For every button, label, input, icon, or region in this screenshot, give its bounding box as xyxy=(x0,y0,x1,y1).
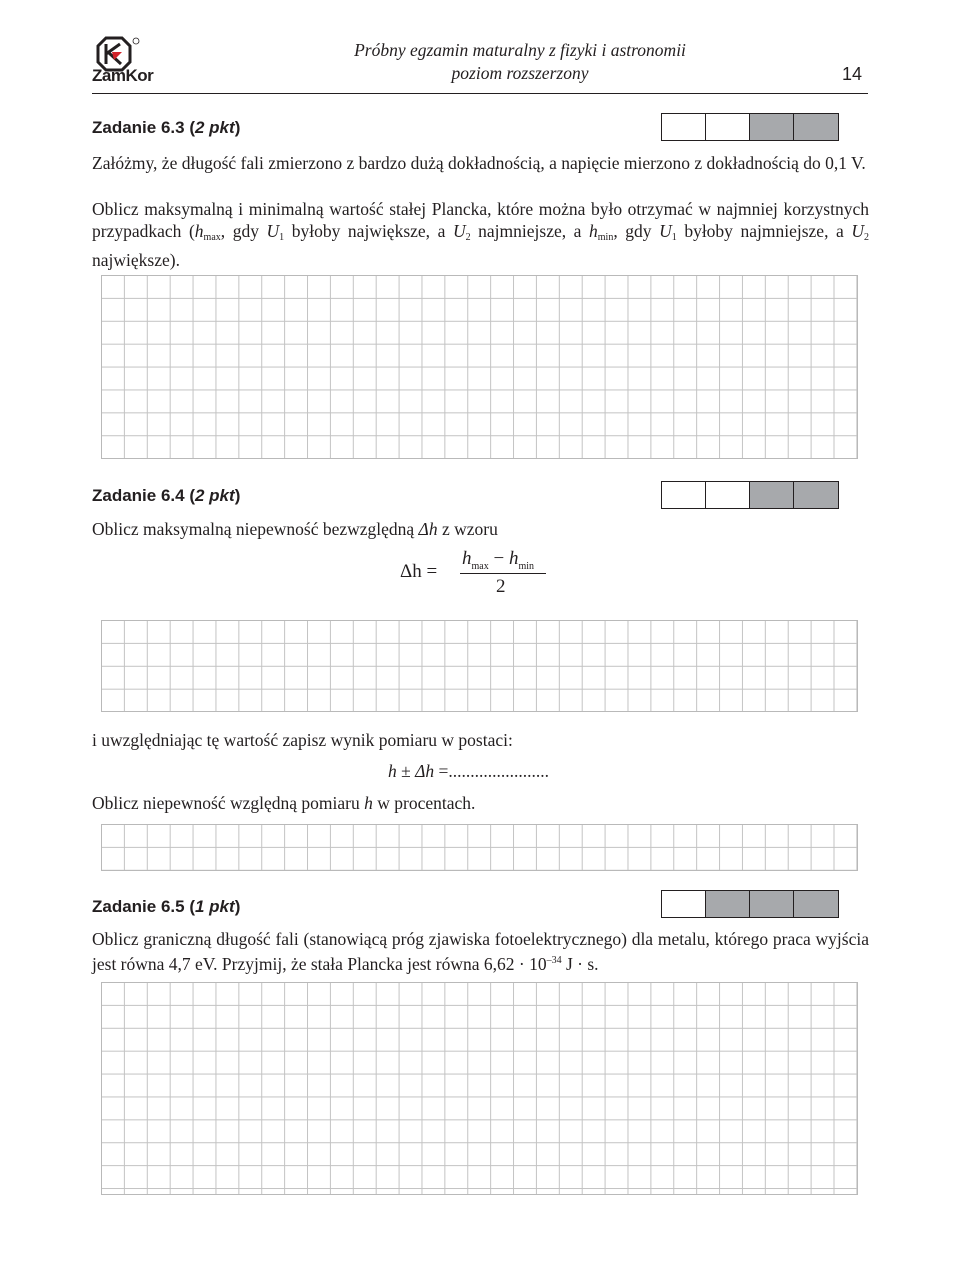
task-6-3-number: Zadanie 6.3 xyxy=(92,118,185,137)
task-6-4-result-instruction: i uwzględniając tę wartość zapisz wynik pomiaru w postaci: xyxy=(92,730,513,750)
score-cell xyxy=(794,482,838,508)
task-6-4-number: Zadanie 6.4 xyxy=(92,486,185,505)
task-6-4-title xyxy=(92,486,240,506)
task-6-5-answer-grid[interactable] xyxy=(101,982,858,1195)
score-cell xyxy=(794,891,838,917)
page-number: 14 xyxy=(842,64,863,84)
task-6-4-intro: Oblicz maksymalną niepewność bezwzględną Δh z wzoru xyxy=(92,519,498,539)
formula-lhs: Δh = xyxy=(400,561,438,582)
uncertainty-formula xyxy=(400,548,550,604)
task-6-4-score-box xyxy=(661,481,839,509)
task-6-5-title xyxy=(92,897,240,917)
task-6-3-points: (2 pkt) xyxy=(184,118,241,137)
task-6-5-number: Zadanie 6.5 xyxy=(92,897,185,916)
task-6-5-instruction: Oblicz graniczną długość fali (stanowiącą próg zjawiska fotoelektrycznego) dla metalu, którego praca wyjścia jest równa 4,7 eV. Przyjmij, że stała Plancka jest równa $6,62 \cdot 10^{-34}$ J · s. xyxy=(92,929,869,974)
task-6-3-score-box xyxy=(661,113,839,141)
task-6-3-assumption: Załóżmy, że długość fali zmierzono z bardzo dużą dokładnością, a napięcie mierzono z dokładnością do 0,1 V. xyxy=(92,153,866,173)
formula-numerator: $h_{max} - h_{min}$ xyxy=(462,548,534,572)
score-cell xyxy=(706,891,750,917)
header-rule xyxy=(92,93,868,94)
fraction-bar xyxy=(460,573,546,574)
task-6-5-score-box xyxy=(661,890,839,918)
task-6-4-answer-grid-1[interactable] xyxy=(101,620,858,712)
score-cell xyxy=(662,482,706,508)
score-cell xyxy=(662,114,706,140)
score-cell xyxy=(750,891,794,917)
task-6-3-title xyxy=(92,118,240,138)
task-6-4-points: (2 pkt) xyxy=(184,486,241,505)
task-6-4-relative-instruction: Oblicz niepewność względną pomiaru h w procentach. xyxy=(92,793,476,813)
score-cell xyxy=(706,114,750,140)
formula-denominator: 2 xyxy=(496,576,506,597)
score-cell xyxy=(750,482,794,508)
task-6-4-answer-grid-2[interactable] xyxy=(101,824,858,871)
score-cell xyxy=(662,891,706,917)
logo-wordmark: ZamKor xyxy=(92,66,154,85)
task-6-5-points: (1 pkt) xyxy=(184,897,241,916)
header-subtitle: poziom rozszerzony xyxy=(451,63,589,83)
task-6-3-answer-grid[interactable] xyxy=(101,275,858,459)
score-cell xyxy=(750,114,794,140)
header-title: Próbny egzamin maturalny z fizyki i astronomii xyxy=(354,40,686,60)
task-6-3-instruction: Oblicz maksymalną i minimalną wartość stałej Plancka, które można było otrzymać w najmniej korzystnych przypadkach ($h_{max}$, gdy $U_1$ byłoby największe, a $U_2$ najmniejsze, a $h_{min}$, gdy $U_1$ byłoby najmniejsze, a $U_2$ największe). xyxy=(92,199,869,270)
score-cell xyxy=(794,114,838,140)
result-format: h ± Δh =....................... xyxy=(388,761,550,781)
score-cell xyxy=(706,482,750,508)
